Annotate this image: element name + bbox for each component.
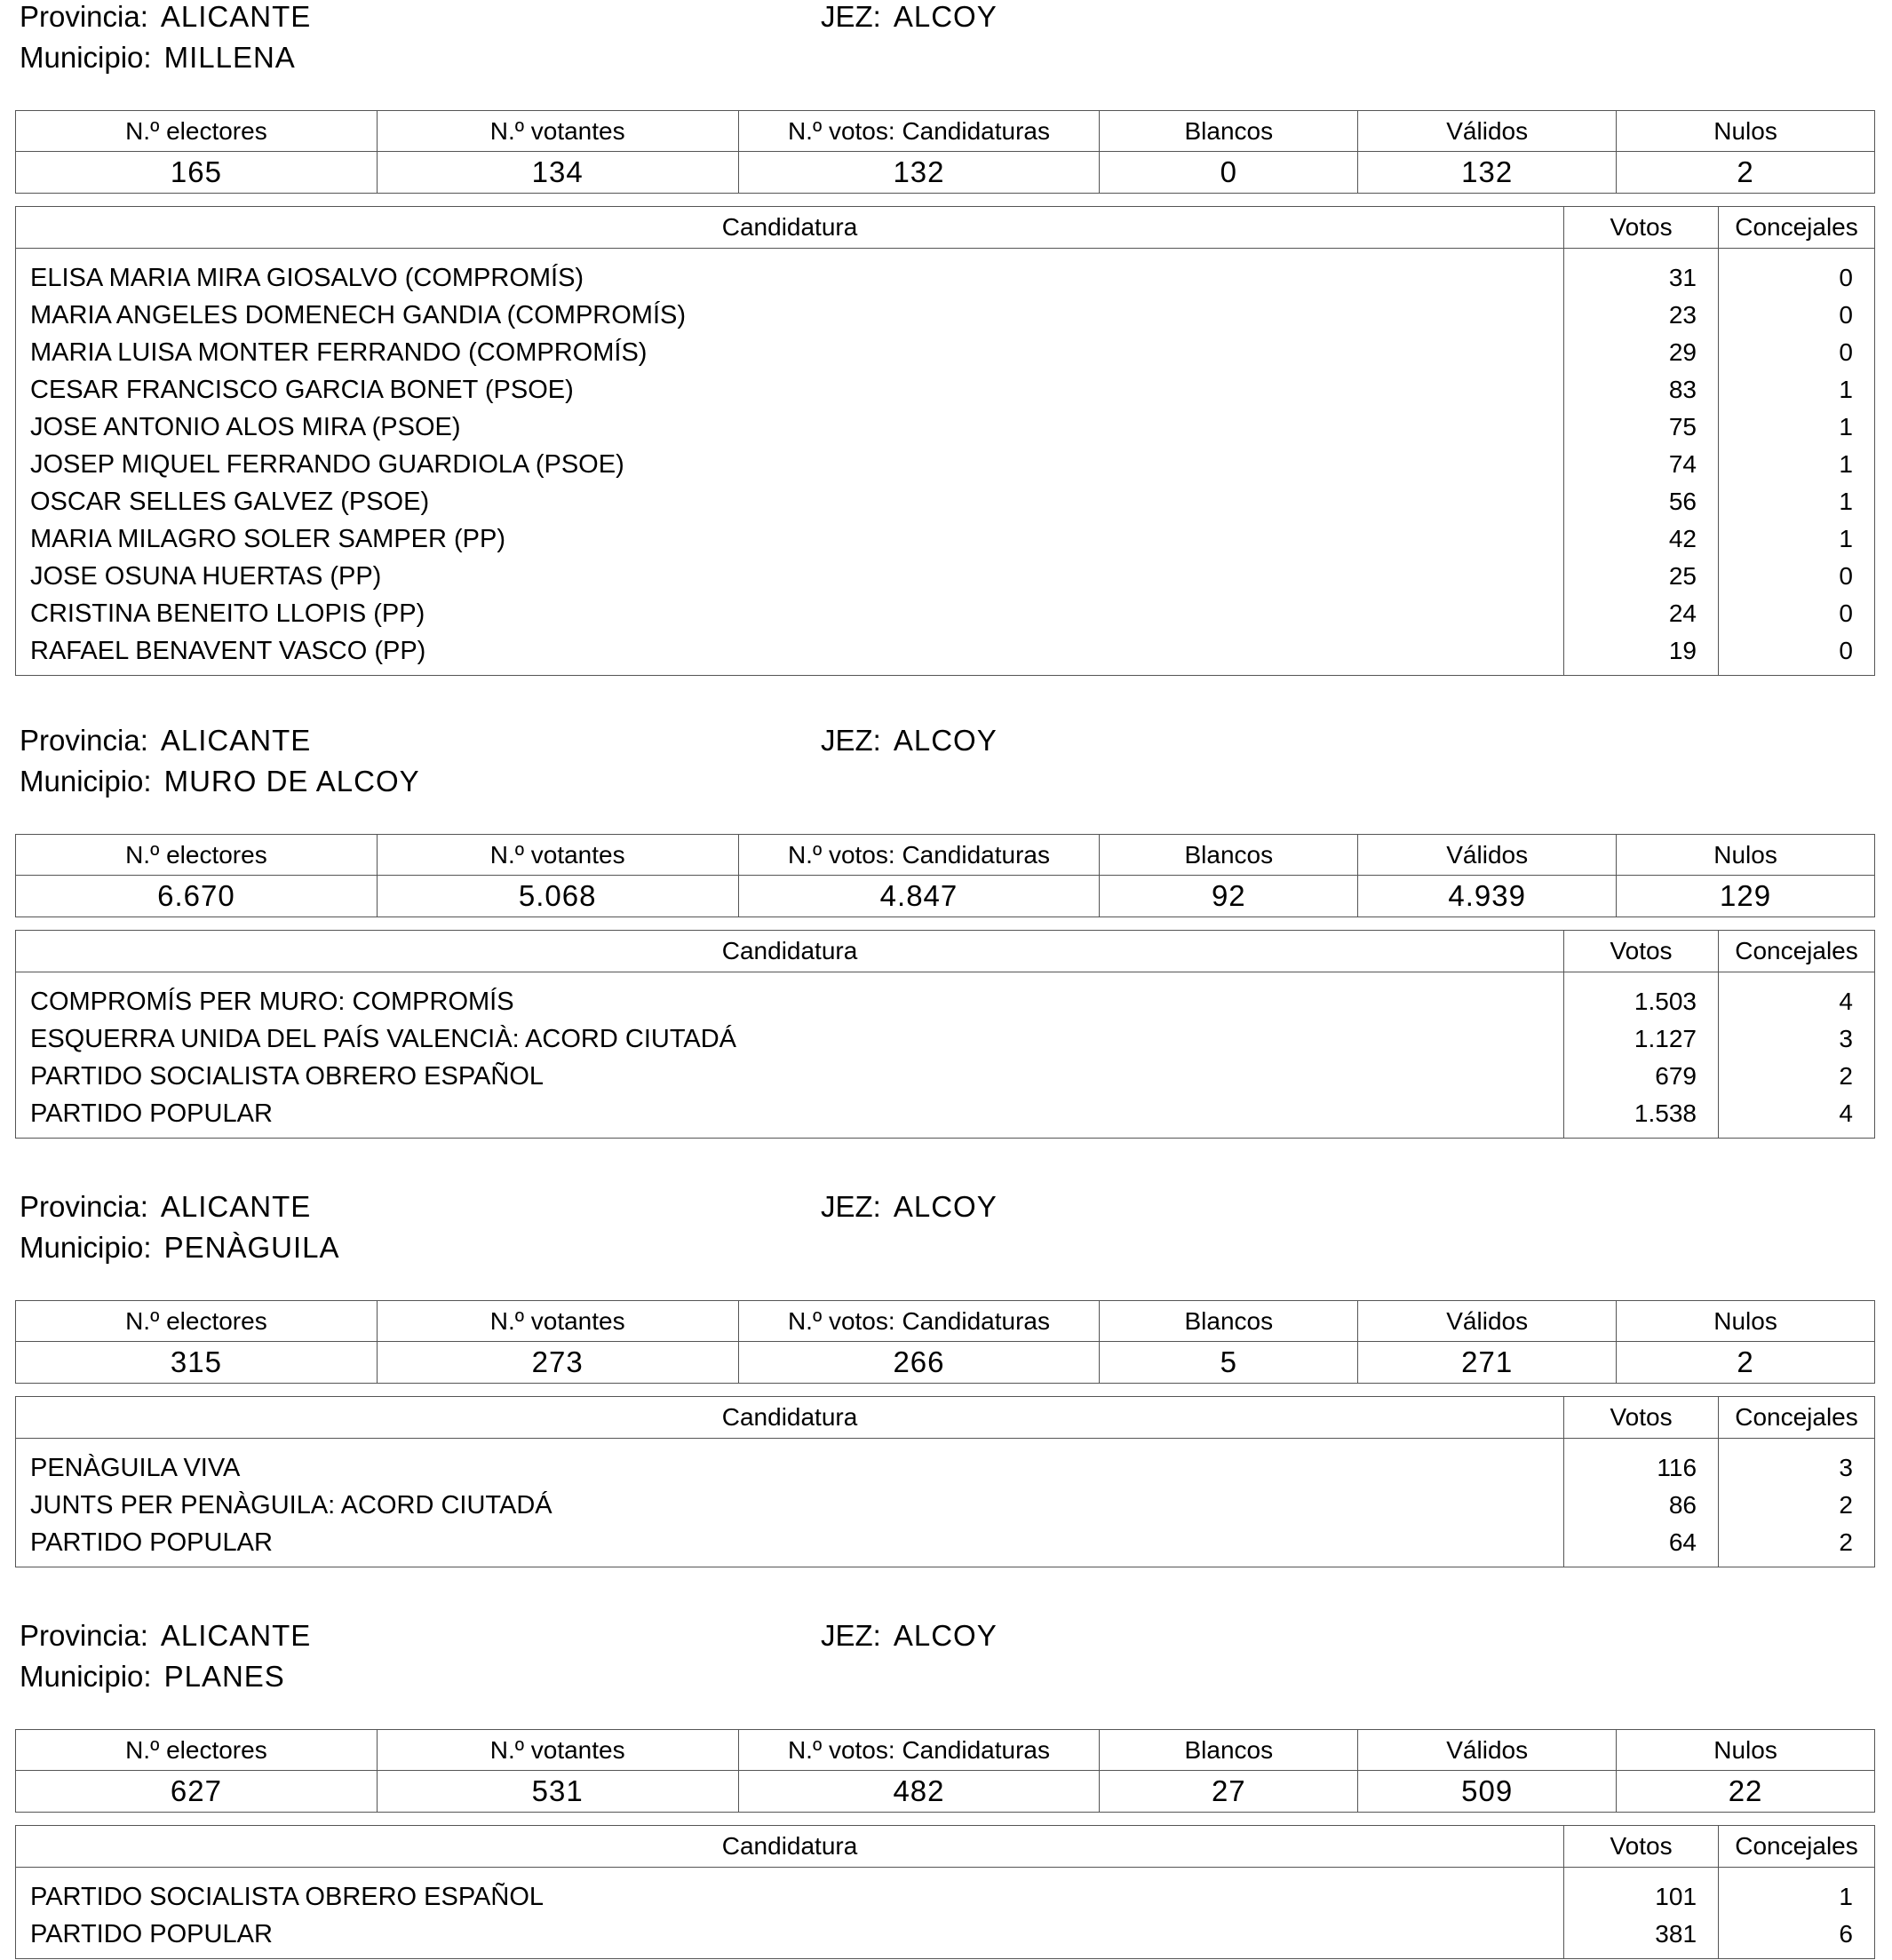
candidatura-votos: 116: [1564, 1439, 1719, 1488]
stats-value-votantes: 273: [377, 1342, 738, 1384]
candidatura-name: MARIA ANGELES DOMENECH GANDIA (COMPROMÍS): [16, 297, 1564, 334]
stats-value-blancos: 5: [1100, 1342, 1358, 1384]
candidatura-row: [16, 297, 1875, 334]
candidatura-row: [16, 595, 1875, 632]
stats-value-blancos: 0: [1100, 152, 1358, 194]
stats-header-votos-candidaturas: N.º votos: Candidaturas: [738, 111, 1100, 152]
candidatura-concejales: 1: [1719, 446, 1875, 483]
stats-table: [15, 1300, 1875, 1384]
candidatura-name: MARIA LUISA MONTER FERRANDO (COMPROMÍS): [16, 334, 1564, 371]
candidaturas-table: [15, 1396, 1875, 1567]
candidatura-row: [16, 1439, 1875, 1488]
candidaturas-header-row: [16, 207, 1875, 249]
stats-value-electores: 627: [16, 1771, 378, 1813]
candidatura-row: [16, 1020, 1875, 1058]
header-concejales: Concejales: [1719, 1397, 1875, 1439]
stats-value-votos-candidaturas: 132: [738, 152, 1100, 194]
candidatura-name: PARTIDO SOCIALISTA OBRERO ESPAÑOL: [16, 1058, 1564, 1095]
stats-header-votos-candidaturas: N.º votos: Candidaturas: [738, 835, 1100, 876]
candidatura-concejales: 1: [1719, 520, 1875, 558]
candidatura-concejales: 2: [1719, 1058, 1875, 1095]
candidatura-name: CESAR FRANCISCO GARCIA BONET (PSOE): [16, 371, 1564, 409]
stats-value-row: [16, 1771, 1875, 1813]
header-votos: Votos: [1564, 207, 1719, 249]
stats-header-electores: N.º electores: [16, 835, 378, 876]
candidatura-concejales: 2: [1719, 1487, 1875, 1524]
candidatura-name: PARTIDO SOCIALISTA OBRERO ESPAÑOL: [16, 1868, 1564, 1916]
municipio-section: [0, 1619, 1892, 1948]
stats-value-votantes: 5.068: [377, 876, 738, 917]
municipio-line: [20, 765, 420, 798]
stats-table: [15, 834, 1875, 917]
candidatura-votos: 23: [1564, 297, 1719, 334]
municipio-section: [0, 1190, 1892, 1557]
provincia-value: ALICANTE: [160, 1619, 312, 1652]
stats-header-validos: Válidos: [1358, 835, 1617, 876]
candidatura-row: [16, 1916, 1875, 1959]
stats-value-votos-candidaturas: 482: [738, 1771, 1100, 1813]
candidatura-votos: 31: [1564, 249, 1719, 298]
candidatura-concejales: 0: [1719, 334, 1875, 371]
section-header: [0, 1619, 1892, 1693]
provincia-value: ALICANTE: [160, 0, 312, 33]
header-concejales: Concejales: [1719, 1826, 1875, 1868]
candidatura-name: ELISA MARIA MIRA GIOSALVO (COMPROMÍS): [16, 249, 1564, 298]
candidatura-concejales: 3: [1719, 1020, 1875, 1058]
jez-label: JEZ:: [821, 1190, 881, 1223]
candidatura-name: RAFAEL BENAVENT VASCO (PP): [16, 632, 1564, 676]
candidatura-concejales: 4: [1719, 972, 1875, 1021]
candidatura-name: JUNTS PER PENÀGUILA: ACORD CIUTADÁ: [16, 1487, 1564, 1524]
provincia-line: [20, 1619, 311, 1653]
municipio-label: Municipio:: [20, 1660, 152, 1693]
stats-value-blancos: 92: [1100, 876, 1358, 917]
candidaturas-table: [15, 1825, 1875, 1959]
stats-header-row: [16, 835, 1875, 876]
municipio-line: [20, 1660, 285, 1694]
stats-header-votantes: N.º votantes: [377, 835, 738, 876]
candidatura-row: [16, 972, 1875, 1021]
municipio-label: Municipio:: [20, 765, 152, 797]
stats-header-row: [16, 1301, 1875, 1342]
provincia-line: [20, 724, 311, 758]
candidatura-name: COMPROMÍS PER MURO: COMPROMÍS: [16, 972, 1564, 1021]
stats-header-nulos: Nulos: [1617, 835, 1875, 876]
stats-header-blancos: Blancos: [1100, 1730, 1358, 1771]
stats-header-electores: N.º electores: [16, 1301, 378, 1342]
stats-header-votantes: N.º votantes: [377, 111, 738, 152]
header-concejales: Concejales: [1719, 931, 1875, 972]
jez-label: JEZ:: [821, 0, 881, 33]
stats-value-row: [16, 876, 1875, 917]
jez-value: ALCOY: [893, 724, 998, 757]
provincia-label: Provincia:: [20, 1619, 148, 1652]
candidatura-concejales: 1: [1719, 409, 1875, 446]
candidatura-votos: 56: [1564, 483, 1719, 520]
candidatura-row: [16, 1524, 1875, 1567]
candidatura-row: [16, 249, 1875, 298]
stats-header-votos-candidaturas: N.º votos: Candidaturas: [738, 1730, 1100, 1771]
candidatura-concejales: 0: [1719, 297, 1875, 334]
stats-value-votos-candidaturas: 266: [738, 1342, 1100, 1384]
stats-value-nulos: 2: [1617, 1342, 1875, 1384]
provincia-value: ALICANTE: [160, 724, 312, 757]
provincia-label: Provincia:: [20, 0, 148, 33]
stats-header-nulos: Nulos: [1617, 111, 1875, 152]
candidatura-votos: 25: [1564, 558, 1719, 595]
candidatura-votos: 74: [1564, 446, 1719, 483]
header-votos: Votos: [1564, 931, 1719, 972]
provincia-value: ALICANTE: [160, 1190, 312, 1223]
stats-header-blancos: Blancos: [1100, 111, 1358, 152]
stats-value-votantes: 531: [377, 1771, 738, 1813]
stats-value-blancos: 27: [1100, 1771, 1358, 1813]
candidatura-concejales: 3: [1719, 1439, 1875, 1488]
candidatura-votos: 1.127: [1564, 1020, 1719, 1058]
stats-value-validos: 271: [1358, 1342, 1617, 1384]
stats-header-row: [16, 1730, 1875, 1771]
stats-value-votantes: 134: [377, 152, 738, 194]
candidatura-name: OSCAR SELLES GALVEZ (PSOE): [16, 483, 1564, 520]
stats-header-votantes: N.º votantes: [377, 1301, 738, 1342]
jez-label: JEZ:: [821, 1619, 881, 1652]
stats-value-row: [16, 1342, 1875, 1384]
municipio-section: [0, 724, 1892, 1128]
header-votos: Votos: [1564, 1826, 1719, 1868]
stats-value-validos: 509: [1358, 1771, 1617, 1813]
candidatura-concejales: 2: [1719, 1524, 1875, 1567]
candidatura-votos: 86: [1564, 1487, 1719, 1524]
stats-header-validos: Válidos: [1358, 111, 1617, 152]
provincia-label: Provincia:: [20, 724, 148, 757]
jez-value: ALCOY: [893, 1619, 998, 1652]
candidatura-name: PARTIDO POPULAR: [16, 1095, 1564, 1139]
municipio-label: Municipio:: [20, 41, 152, 74]
candidaturas-header-row: [16, 1397, 1875, 1439]
stats-header-blancos: Blancos: [1100, 835, 1358, 876]
candidatura-votos: 1.503: [1564, 972, 1719, 1021]
municipio-value: MILLENA: [163, 41, 296, 74]
jez-line: [821, 0, 998, 34]
candidatura-concejales: 0: [1719, 595, 1875, 632]
jez-line: [821, 1190, 998, 1224]
candidatura-row: [16, 1487, 1875, 1524]
candidatura-row: [16, 1868, 1875, 1916]
jez-line: [821, 1619, 998, 1653]
jez-value: ALCOY: [893, 1190, 998, 1223]
municipio-line: [20, 41, 296, 75]
provincia-line: [20, 1190, 311, 1224]
stats-table: [15, 1729, 1875, 1813]
candidatura-concejales: 0: [1719, 249, 1875, 298]
candidatura-votos: 75: [1564, 409, 1719, 446]
candidatura-name: ESQUERRA UNIDA DEL PAÍS VALENCIÀ: ACORD CIUTADÁ: [16, 1020, 1564, 1058]
municipio-section: [0, 0, 1892, 665]
stats-value-validos: 4.939: [1358, 876, 1617, 917]
jez-label: JEZ:: [821, 724, 881, 757]
candidatura-row: [16, 632, 1875, 676]
candidatura-votos: 679: [1564, 1058, 1719, 1095]
stats-header-validos: Válidos: [1358, 1730, 1617, 1771]
municipio-value: MURO DE ALCOY: [163, 765, 420, 797]
section-header: [0, 1190, 1892, 1264]
jez-value: ALCOY: [893, 0, 998, 33]
candidatura-name: PENÀGUILA VIVA: [16, 1439, 1564, 1488]
candidatura-row: [16, 520, 1875, 558]
candidatura-votos: 381: [1564, 1916, 1719, 1959]
municipio-line: [20, 1231, 339, 1265]
header-candidatura: Candidatura: [16, 1397, 1564, 1439]
candidatura-row: [16, 1095, 1875, 1139]
stats-value-electores: 315: [16, 1342, 378, 1384]
section-header: [0, 0, 1892, 74]
candidatura-votos: 101: [1564, 1868, 1719, 1916]
stats-value-row: [16, 152, 1875, 194]
candidaturas-table: [15, 930, 1875, 1139]
candidatura-row: [16, 409, 1875, 446]
municipio-value: PLANES: [163, 1660, 285, 1693]
jez-line: [821, 724, 998, 758]
stats-value-nulos: 2: [1617, 152, 1875, 194]
candidatura-votos: 83: [1564, 371, 1719, 409]
municipio-value: PENÀGUILA: [163, 1231, 340, 1264]
candidatura-name: JOSE ANTONIO ALOS MIRA (PSOE): [16, 409, 1564, 446]
stats-value-votos-candidaturas: 4.847: [738, 876, 1100, 917]
stats-value-electores: 6.670: [16, 876, 378, 917]
stats-header-nulos: Nulos: [1617, 1730, 1875, 1771]
candidatura-votos: 1.538: [1564, 1095, 1719, 1139]
candidatura-row: [16, 334, 1875, 371]
stats-header-blancos: Blancos: [1100, 1301, 1358, 1342]
stats-header-electores: N.º electores: [16, 111, 378, 152]
candidatura-name: PARTIDO POPULAR: [16, 1916, 1564, 1959]
candidatura-name: PARTIDO POPULAR: [16, 1524, 1564, 1567]
stats-value-nulos: 129: [1617, 876, 1875, 917]
provincia-line: [20, 0, 311, 34]
candidatura-votos: 42: [1564, 520, 1719, 558]
candidatura-concejales: 0: [1719, 558, 1875, 595]
stats-value-electores: 165: [16, 152, 378, 194]
stats-header-votos-candidaturas: N.º votos: Candidaturas: [738, 1301, 1100, 1342]
candidatura-name: CRISTINA BENEITO LLOPIS (PP): [16, 595, 1564, 632]
candidatura-row: [16, 558, 1875, 595]
stats-value-nulos: 22: [1617, 1771, 1875, 1813]
candidatura-concejales: 4: [1719, 1095, 1875, 1139]
candidatura-row: [16, 446, 1875, 483]
candidatura-name: MARIA MILAGRO SOLER SAMPER (PP): [16, 520, 1564, 558]
candidatura-concejales: 1: [1719, 483, 1875, 520]
stats-header-electores: N.º electores: [16, 1730, 378, 1771]
candidatura-votos: 64: [1564, 1524, 1719, 1567]
stats-header-nulos: Nulos: [1617, 1301, 1875, 1342]
candidatura-row: [16, 1058, 1875, 1095]
section-header: [0, 724, 1892, 797]
candidatura-votos: 29: [1564, 334, 1719, 371]
header-candidatura: Candidatura: [16, 207, 1564, 249]
stats-header-row: [16, 111, 1875, 152]
stats-header-validos: Válidos: [1358, 1301, 1617, 1342]
header-concejales: Concejales: [1719, 207, 1875, 249]
municipio-label: Municipio:: [20, 1231, 152, 1264]
header-candidatura: Candidatura: [16, 931, 1564, 972]
candidaturas-table: [15, 206, 1875, 676]
header-candidatura: Candidatura: [16, 1826, 1564, 1868]
candidatura-concejales: 0: [1719, 632, 1875, 676]
candidatura-concejales: 1: [1719, 371, 1875, 409]
provincia-label: Provincia:: [20, 1190, 148, 1223]
candidatura-votos: 19: [1564, 632, 1719, 676]
candidatura-concejales: 6: [1719, 1916, 1875, 1959]
header-votos: Votos: [1564, 1397, 1719, 1439]
candidatura-votos: 24: [1564, 595, 1719, 632]
candidatura-concejales: 1: [1719, 1868, 1875, 1916]
candidatura-name: JOSEP MIQUEL FERRANDO GUARDIOLA (PSOE): [16, 446, 1564, 483]
stats-value-validos: 132: [1358, 152, 1617, 194]
candidatura-row: [16, 483, 1875, 520]
candidatura-row: [16, 371, 1875, 409]
candidaturas-header-row: [16, 931, 1875, 972]
candidaturas-header-row: [16, 1826, 1875, 1868]
stats-table: [15, 110, 1875, 194]
stats-header-votantes: N.º votantes: [377, 1730, 738, 1771]
candidatura-name: JOSE OSUNA HUERTAS (PP): [16, 558, 1564, 595]
